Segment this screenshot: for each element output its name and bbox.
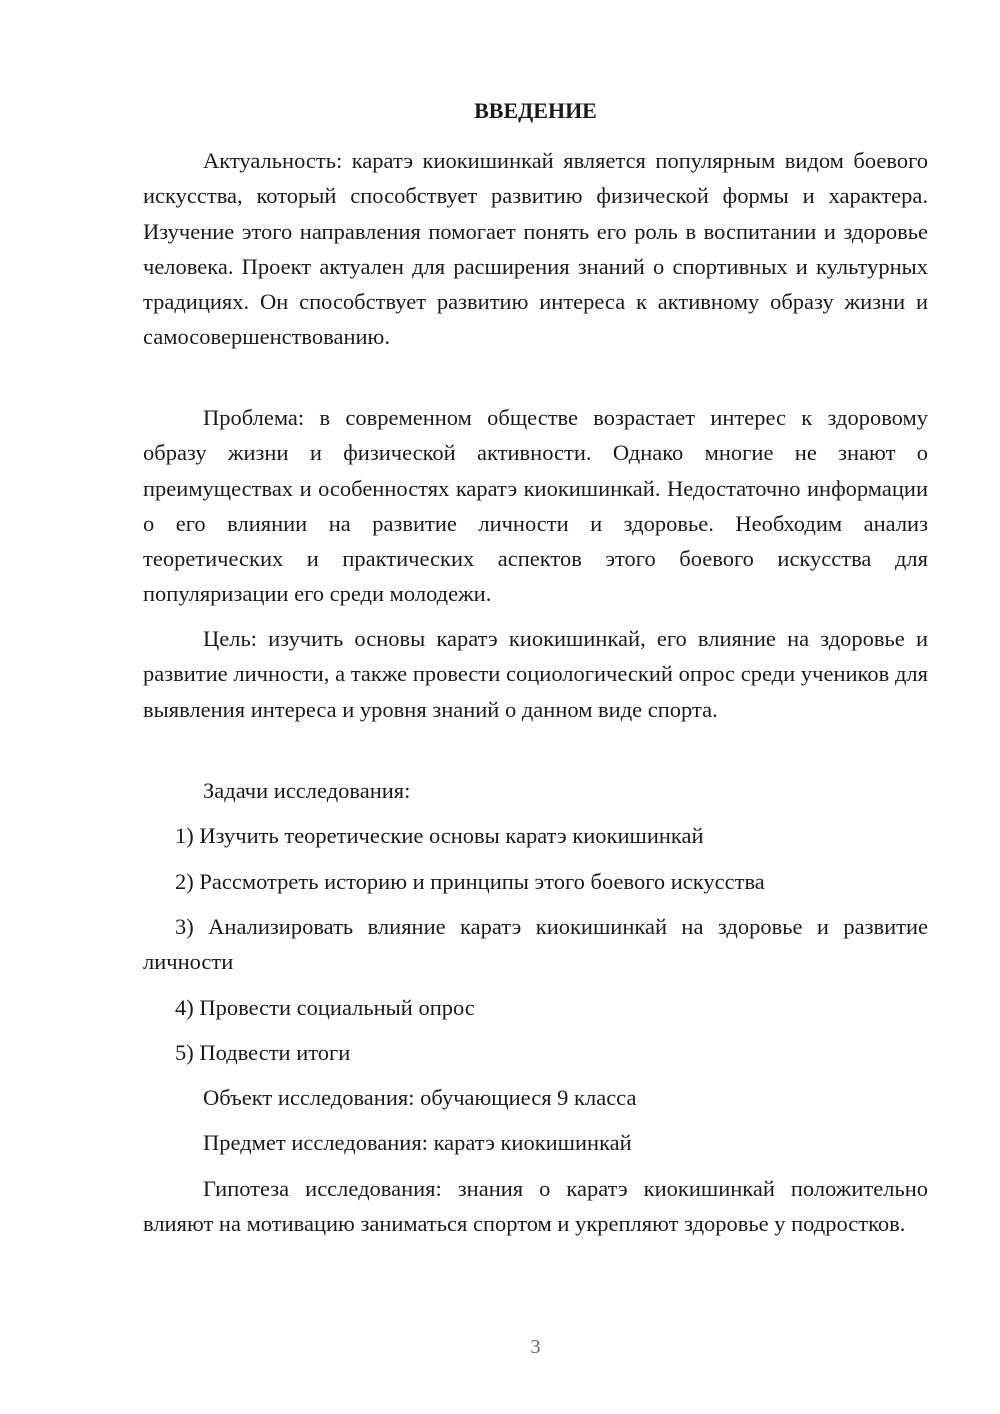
task-item-2: 2) Рассмотреть историю и принципы этого боевого искусства — [175, 869, 765, 894]
document-page — [143, 0, 928, 1414]
task-item-1: 1) Изучить теоретические основы каратэ киокишинкай — [175, 823, 704, 848]
relevance-paragraph: Актуальность: каратэ киокишинкай является популярным видом боевого искусства, который способствует развитию физической формы и характера. Изучение этого направления помогает понять его роль в воспитании и здоровье человека. Проект актуален для расширения знаний о спортивных и культурных традициях. Он способствует развитию интереса к активному образу жизни и самосовершенствованию. — [143, 148, 928, 350]
task-item-5: 5) Подвести итоги — [175, 1040, 351, 1065]
page-number: 3 — [530, 1336, 541, 1358]
problem-paragraph: Проблема: в современном обществе возрастает интерес к здоровому образу жизни и физической активности. Однако многие не знают о преимуществах и особенностях каратэ киокишинкай. Недостаточно информации о его влиянии на развитие личности и здоровье. Необходим анализ теоретических и практических аспектов этого боевого искусства для популяризации его среди молодежи. — [143, 405, 928, 607]
task-item-3: 3) Анализировать влияние каратэ киокишинкай на здоровье и развитие личности — [143, 914, 928, 975]
hypothesis-paragraph: Гипотеза исследования: знания о каратэ киокишинкай положительно влияют на мотивацию заниматься спортом и укрепляют здоровье у подростков. — [143, 1176, 928, 1237]
research-subject: Предмет исследования: каратэ киокишинкай — [203, 1130, 632, 1155]
task-item-4: 4) Провести социальный опрос — [175, 995, 475, 1020]
research-object: Объект исследования: обучающиеся 9 класса — [203, 1085, 637, 1110]
page-title: ВВЕДЕНИЕ — [474, 98, 597, 123]
tasks-heading: Задачи исследования: — [203, 778, 411, 803]
goal-paragraph: Цель: изучить основы каратэ киокишинкай, его влияние на здоровье и развитие личности, а также провести социологический опрос среди учеников для выявления интереса и уровня знаний о данном виде спорта. — [143, 626, 928, 722]
